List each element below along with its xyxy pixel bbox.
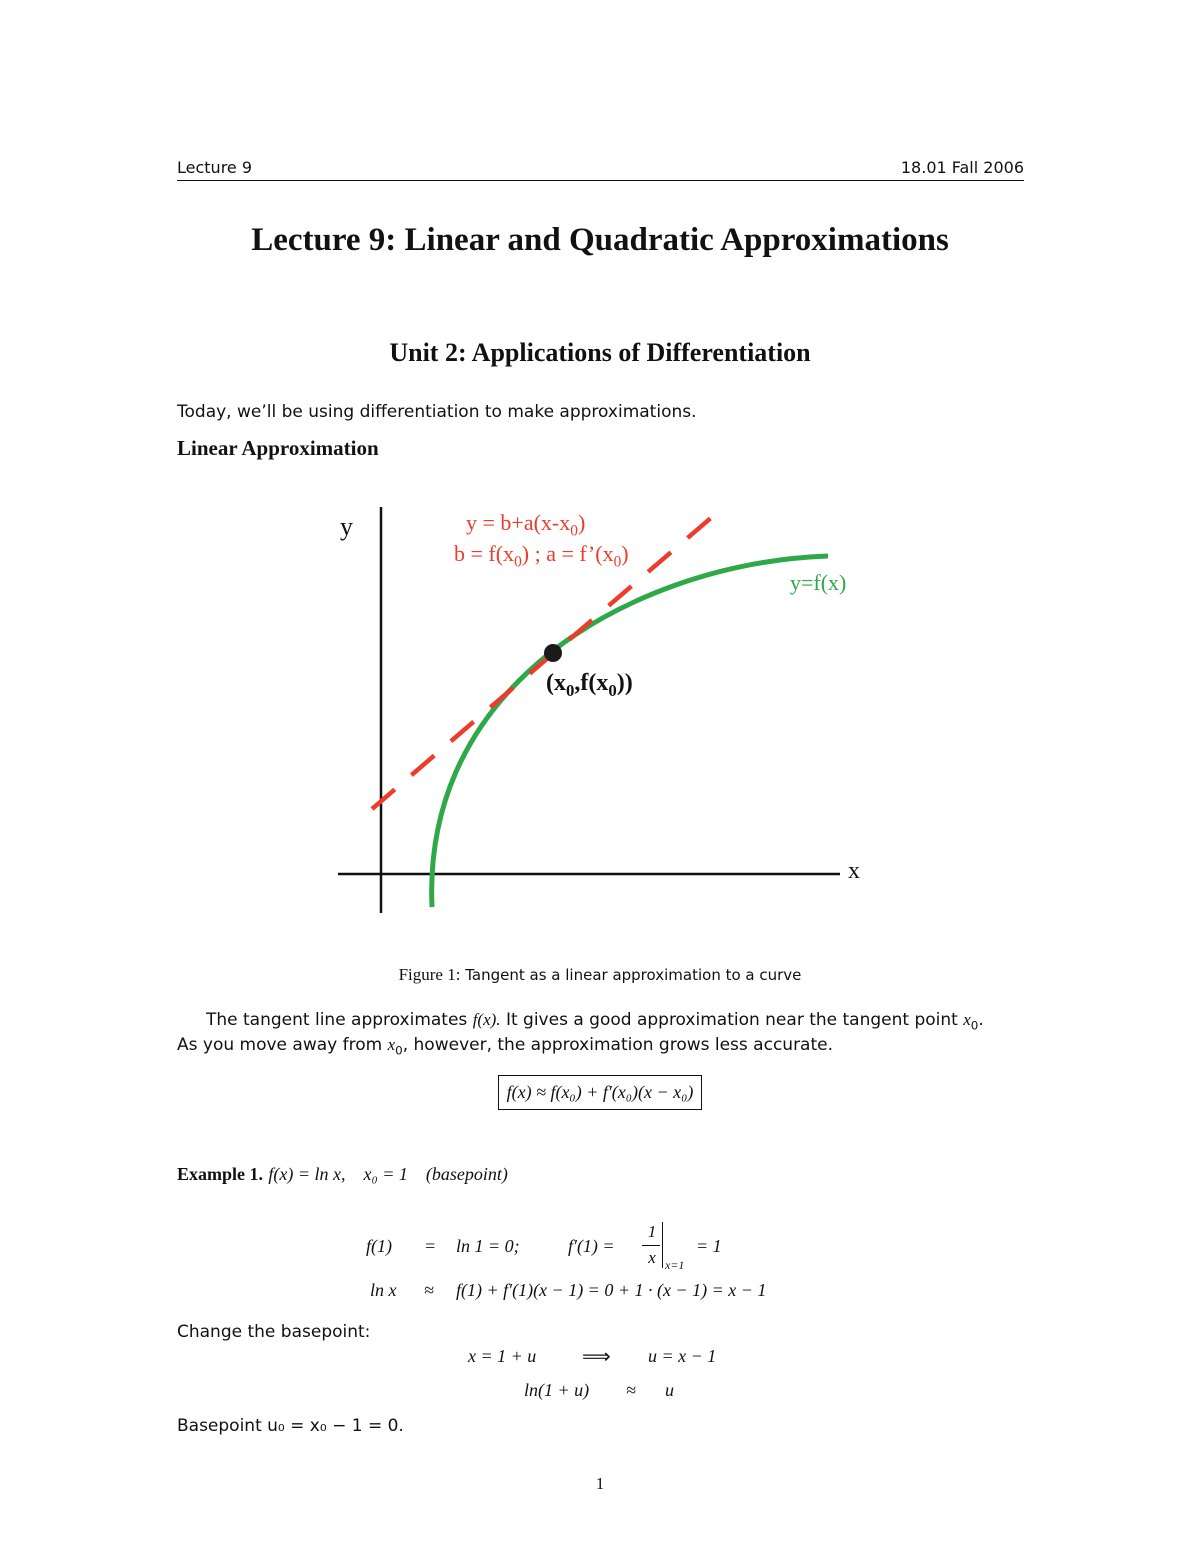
- boxed-formula: f(x) ≈ f(x₀) + f′(x₀)(x − x₀): [498, 1075, 703, 1110]
- row1-frac-bar: [642, 1245, 660, 1246]
- tangent-coefficients: $b = f(x_0)$ ; $a = f’(x_0)$: [454, 541, 629, 571]
- sub2-rel: ≈: [626, 1380, 636, 1400]
- section-heading: Linear Approximation: [177, 436, 379, 460]
- curve-label: y=f(x): [790, 570, 847, 595]
- header-rule: [177, 180, 1024, 181]
- running-header-right: 18.01 Fall 2006: [900, 158, 1024, 177]
- running-header-left: Lecture 9: [177, 158, 253, 177]
- curve-y-f-x: [432, 556, 828, 907]
- intro-text: Today, we’ll be using differentiation to make approximations.: [177, 402, 697, 422]
- paragraph-line-2: As you move away from $x_0$, however, the approximation grows less accurate.: [177, 1035, 833, 1058]
- basepoint-line: Basepoint u₀ = x₀ − 1 = 0.: [177, 1416, 404, 1436]
- x-axis-label: x: [848, 858, 860, 884]
- row2-rel: ≈: [424, 1280, 434, 1300]
- boxed-formula-wrapper: [0, 1075, 1200, 1110]
- tangent-equation: $y = b+a(x-x_0)$: [466, 510, 586, 540]
- sub2-rhs: u: [665, 1380, 674, 1400]
- paragraph-line-1: The tangent line approximates f(x). It gives a good approximation near the tangent point $x_0$.: [206, 1010, 984, 1033]
- sub2-lhs: ln(1 + u): [524, 1380, 590, 1400]
- sub1-rhs: u = x − 1: [648, 1346, 717, 1366]
- row1-frac-den: x: [648, 1248, 656, 1267]
- unit-subtitle: Unit 2: Applications of Differentiation: [389, 338, 811, 367]
- tangent-point: [544, 644, 562, 662]
- example-1: Example 1. f(x) = ln x, x₀ = 1 (basepoint): [177, 1164, 508, 1184]
- figure-caption: Figure 1: Tangent as a linear approximation to a curve: [398, 965, 802, 984]
- implies-arrow: ⟹: [582, 1346, 611, 1368]
- point-label: $(x_0,f(x_0))$: [546, 670, 633, 700]
- y-axis-label: y: [340, 512, 353, 541]
- row1-rhs-c: = 1: [696, 1236, 722, 1256]
- change-basepoint-text: Change the basepoint:: [177, 1322, 371, 1342]
- row1-rhs-b: f′(1) =: [568, 1236, 615, 1256]
- row1-rel: =: [424, 1236, 437, 1256]
- row1-eval-bar: [662, 1222, 663, 1268]
- row2-rhs: f(1) + f′(1)(x − 1) = 0 + 1 · (x − 1) = x − 1: [456, 1280, 767, 1300]
- page-number: 1: [595, 1474, 605, 1493]
- page-title: Lecture 9: Linear and Quadratic Approximations: [251, 222, 949, 258]
- sub1-lhs: x = 1 + u: [468, 1346, 537, 1366]
- row1-lhs: f(1): [366, 1236, 392, 1256]
- row2-lhs: ln x: [370, 1280, 397, 1300]
- row1-rhs-a: ln 1 = 0;: [456, 1236, 520, 1256]
- row1-eval: x=1: [665, 1258, 685, 1272]
- row1-frac-num: 1: [647, 1222, 657, 1241]
